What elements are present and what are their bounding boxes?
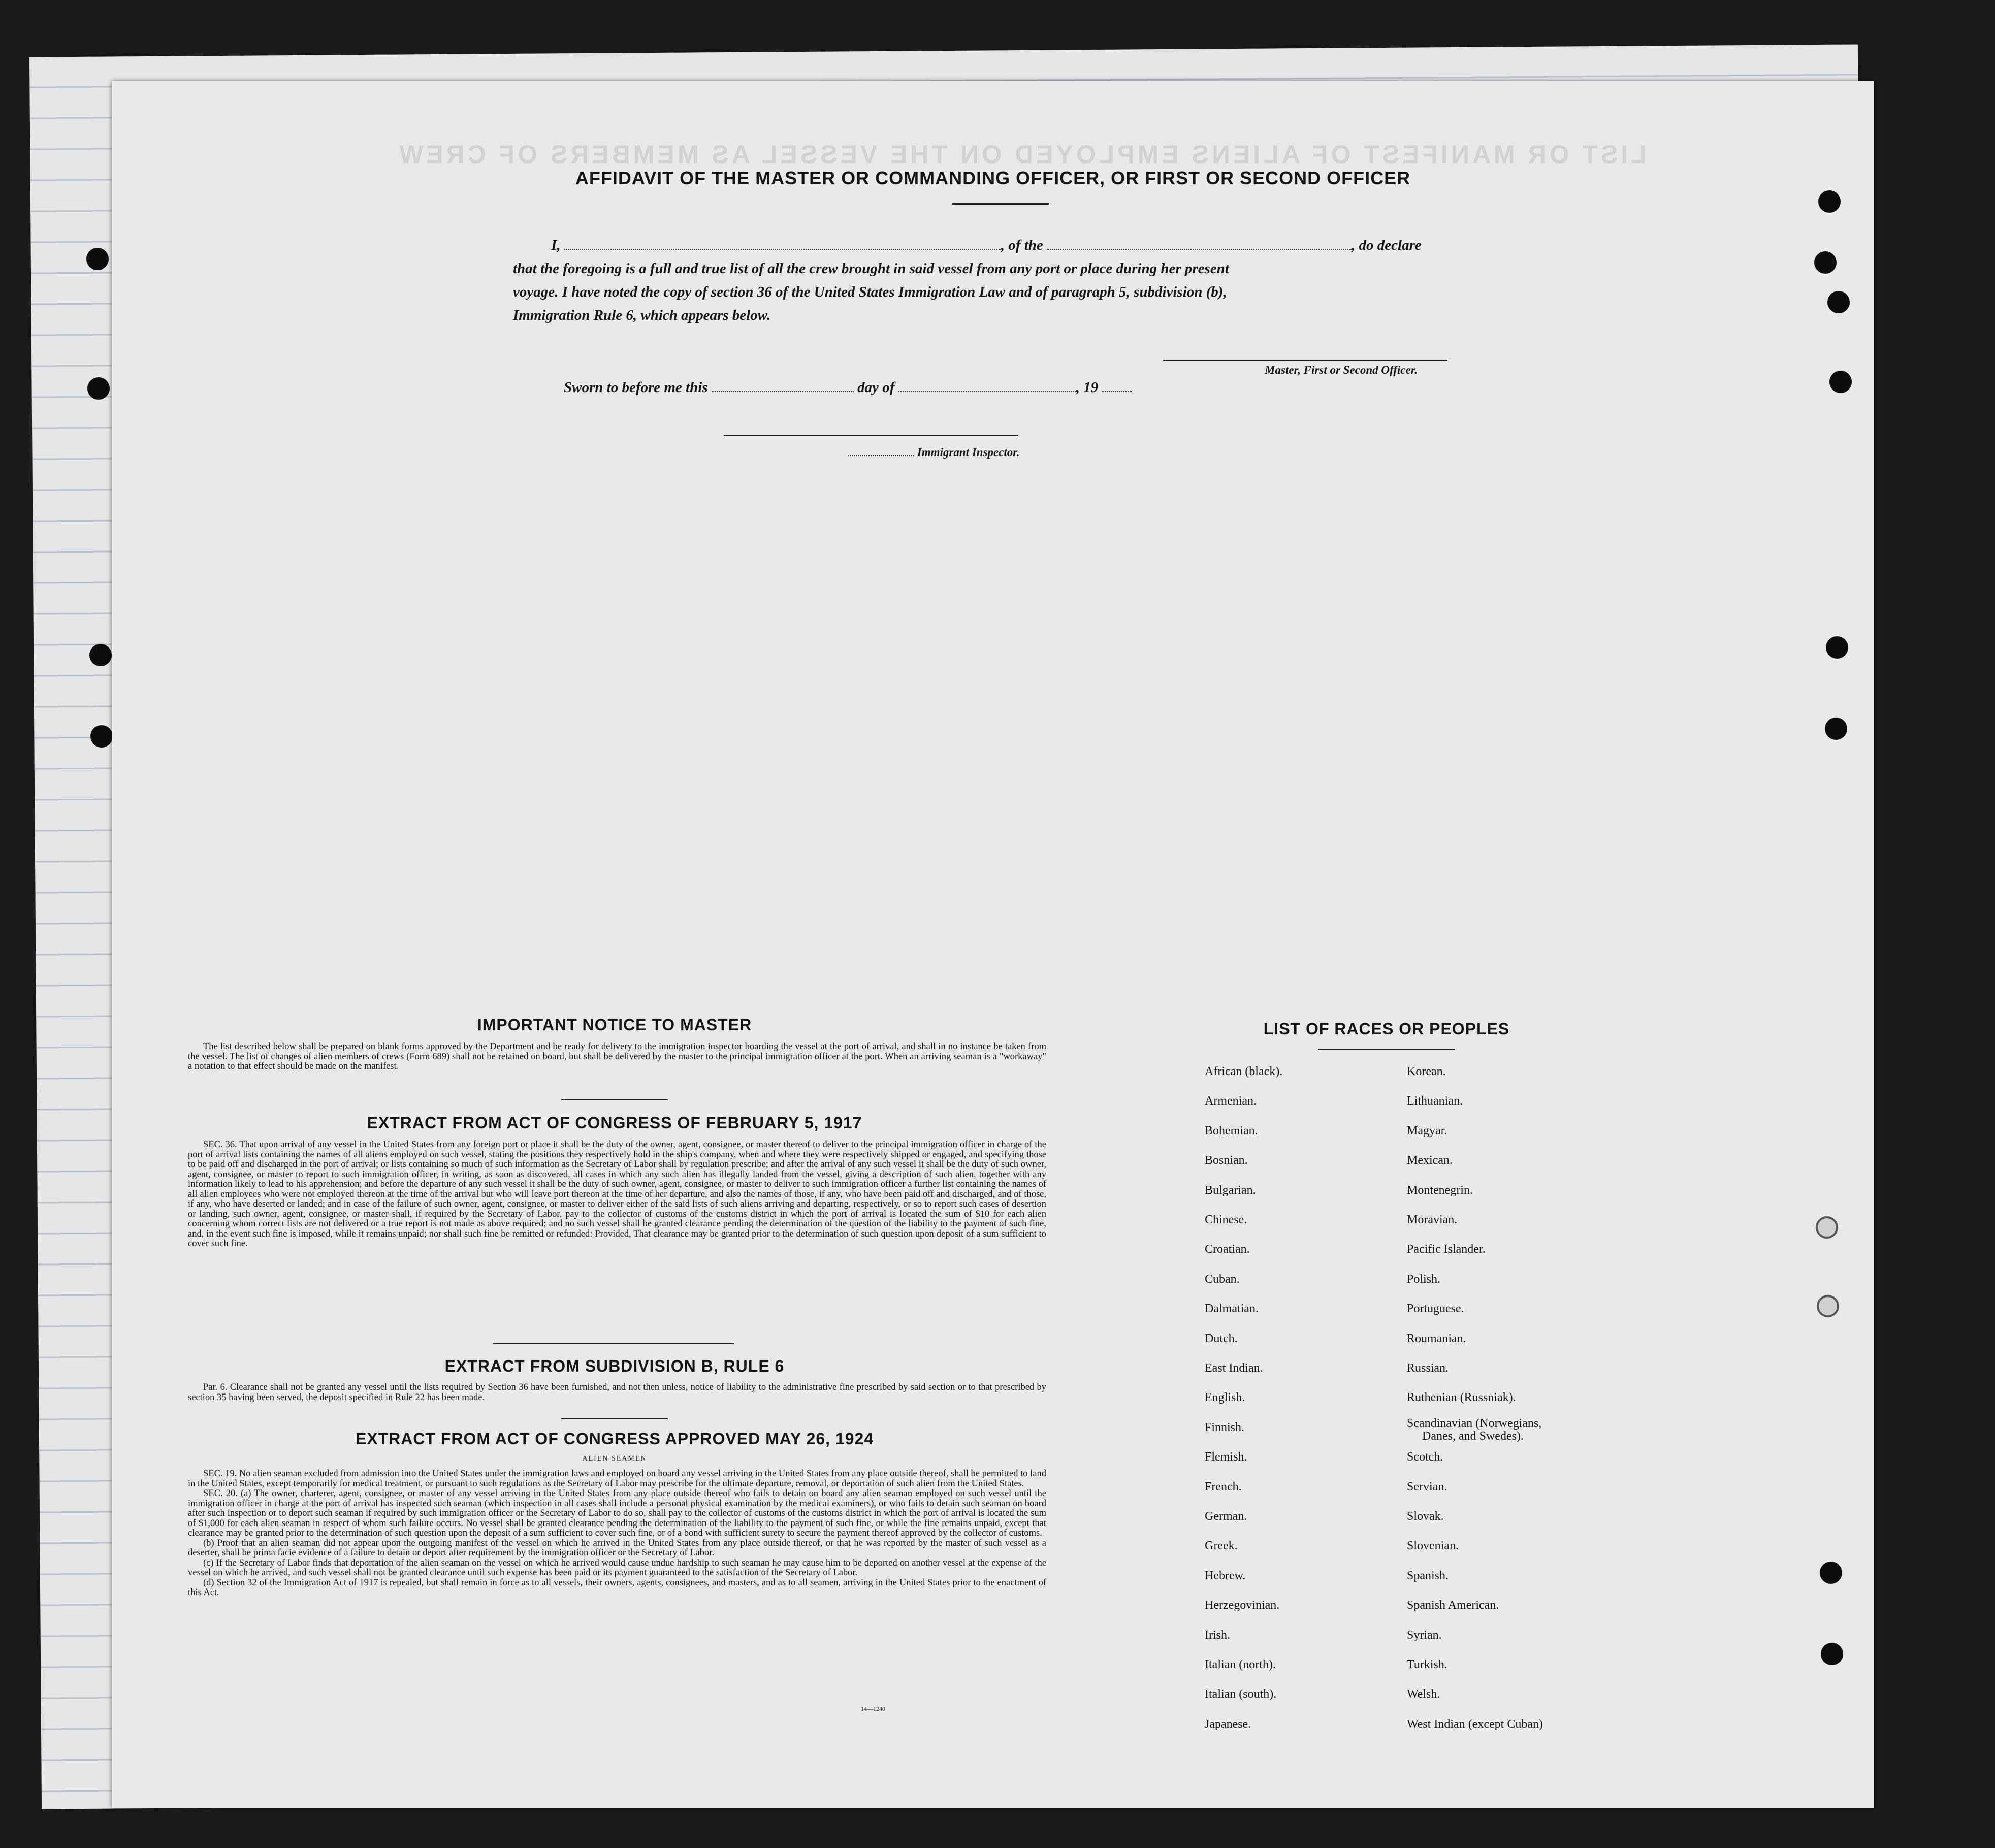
sworn-line: Sworn to before me this day of , 19: [564, 376, 1132, 399]
race-entry: African (black).: [1205, 1065, 1283, 1078]
bleed-through-heading: LIST OR MANIFEST OF ALIENS EMPLOYED ON THE VESSEL AS MEMBERS OF CREW: [396, 140, 1647, 169]
race-entry: Italian (south).: [1205, 1688, 1277, 1701]
affidavit-title: AFFIDAVIT OF THE MASTER OR COMMANDING OFFICER, OR FIRST OR SECOND OFFICER: [575, 168, 1411, 188]
race-entry: Spanish.: [1407, 1569, 1449, 1582]
section-rule: [561, 1099, 668, 1100]
vessel-blank: [1047, 244, 1352, 250]
race-entry: Korean.: [1407, 1065, 1446, 1078]
declaration-line-4: Immigration Rule 6, which appears below.: [513, 307, 771, 323]
binder-hole: [1820, 1562, 1842, 1584]
race-entry: East Indian.: [1205, 1361, 1263, 1375]
extract-1924-title: EXTRACT FROM ACT OF CONGRESS APPROVED MAY 26, 1924: [355, 1430, 874, 1448]
race-entry: Welsh.: [1407, 1688, 1440, 1701]
race-entry: Armenian.: [1205, 1094, 1257, 1108]
race-entry: French.: [1205, 1480, 1242, 1494]
race-entry: Herzegovinian.: [1205, 1599, 1280, 1612]
form-page: [112, 81, 1874, 1808]
binder-hole: [1821, 1643, 1843, 1665]
master-signature-line: [1163, 360, 1447, 361]
races-title: LIST OF RACES OR PEOPLES: [1263, 1020, 1510, 1038]
race-entry: Finnish.: [1205, 1420, 1245, 1434]
declaration-line-2: that the foregoing is a full and true list of all the crew brought in said vessel from any port or place during her present: [513, 261, 1229, 277]
binder-hole: [1829, 371, 1852, 393]
title-rule: [952, 203, 1049, 205]
binder-hole: [90, 725, 113, 748]
race-entry: Ruthenian (Russniak).: [1407, 1391, 1516, 1405]
notice-text: The list described below shall be prepared on blank forms approved by the Department and be ready for delivery to the immigration inspector boarding the vessel at the port of arrival, and shall in no instance be taken from the vessel. The list of changes of alien members of crews (Form 689) shall not be retained on board, but shall be delivered by the master to the principal immigration officer at the port. When an arriving seaman is a "workaway" a notation to that effect should be made on the manifest.: [188, 1042, 1046, 1072]
year-blank: [1102, 386, 1132, 392]
race-entry: Bulgarian.: [1205, 1183, 1256, 1197]
race-entry: Bosnian.: [1205, 1154, 1248, 1168]
inspector-blank: [848, 450, 914, 456]
race-entry: Danes, and Swedes).: [1422, 1429, 1524, 1443]
master-caption: Master, First or Second Officer.: [1265, 364, 1418, 376]
binder-hole: [1814, 251, 1837, 274]
race-entry: Dalmatian.: [1205, 1302, 1259, 1316]
race-entry: Turkish.: [1407, 1658, 1447, 1671]
rule6-text: Par. 6. Clearance shall not be granted any vessel until the lists required by Section 36 have been furnished, and not then unless, notice of liability to the administrative fine prescribed by said section or to that prescribed by section 35 having been served, the deposit specified in Rule 22 has been made.: [188, 1382, 1046, 1403]
race-entry: Portuguese.: [1407, 1302, 1464, 1316]
race-entry: Syrian.: [1407, 1628, 1442, 1642]
section-rule: [561, 1418, 668, 1419]
race-entry: Pacific Islander.: [1407, 1243, 1486, 1256]
binder-hole: [86, 248, 109, 270]
races-title-rule: [1318, 1049, 1455, 1050]
extract-1924-text: SEC. 19. No alien seaman excluded from admission into the United States under the immigration laws and employed on board any vessel arriving in the United States from any place outside thereof, shall be permitted to land in the United States, except temporarily for medical treatment, or pursuant to such regulations as the Secretary of Labor may prescribe for the ultimate departure, removal, or deportation of such alien from the United States. SEC. 20. (a) The owner, charterer, agent, consignee, or master of any vessel arriving in the United States from any place outside thereof who fails to detain on board any alien seaman employed on such vessel until the immigration officer in charge at the port of arrival has inspected such seaman (which inspection in all cases shall include a personal physical examination by the medical examiners), or who fails to detain such seaman on board after such inspection or to deport such seaman if required by such immigration officer or the Secretary of Labor to do so, shall pay to the collector of customs of the customs district in which the port of arrival is located the sum of $1,000 for each alien seaman in respect of whom such failure occurs. No vessel shall be granted clearance pending the determination of the liability to the payment of such fine, or while the fine remains unpaid, except that clearance may be granted prior to the determination of such question upon the deposit of a sum sufficient to cover such fine, or of a bond with sufficient surety to secure the payment thereof approved by the collector of customs. (b) Proof that an alien seaman did not appear upon the outgoing manifest of the vessel on which he arrived in the United States from any place outside thereof, or that he was reported by the master of such vessel as a deserter, shall be prima facie evidence of a failure to detain or deport after requirement by the immigration officer or the Secretary of Labor. (c) If the Secretary of Labor finds that deportation of the alien seaman on the vessel on which he arrived would cause undue hardship to such seaman he may cause him to be deported on another vessel at the expense of the vessel on which he arrived, and such vessel shall not be granted clearance until such expense has been paid or its payment guaranteed to the satisfaction of the Secretary of Labor. (d) Section 32 of the Immigration Act of 1917 is repealed, but shall remain in force as to all vessels, their owners, agents, consignees, and masters, and as to all seamen, arriving in the United States prior to the enactment of this Act.: [188, 1469, 1046, 1598]
binder-hole: [1827, 291, 1850, 313]
race-entry: Bohemian.: [1205, 1124, 1258, 1138]
binder-hole: [1816, 1216, 1838, 1239]
race-entry: Japanese.: [1205, 1717, 1251, 1731]
race-entry: German.: [1205, 1510, 1247, 1523]
race-entry: Russian.: [1407, 1361, 1449, 1375]
race-entry: Roumanian.: [1407, 1332, 1466, 1345]
race-entry: Scotch.: [1407, 1450, 1443, 1464]
binder-hole: [1826, 636, 1848, 659]
race-entry: Dutch.: [1205, 1332, 1238, 1345]
race-entry: Cuban.: [1205, 1272, 1240, 1286]
race-entry: Italian (north).: [1205, 1658, 1276, 1671]
declaration-line-3: voyage. I have noted the copy of section 36 of the United States Immigration Law and of paragraph 5, subdivision (b),: [513, 284, 1227, 300]
race-entry: Chinese.: [1205, 1213, 1247, 1226]
race-entry: Flemish.: [1205, 1450, 1247, 1464]
day-blank: [712, 386, 854, 392]
inspector-signature-line: [724, 435, 1018, 436]
race-entry: Irish.: [1205, 1628, 1230, 1642]
race-entry: Lithuanian.: [1407, 1094, 1463, 1108]
race-entry: Slovak.: [1407, 1510, 1444, 1523]
month-blank: [898, 386, 1076, 392]
declaration-line-1: I, , of the , do declare: [551, 237, 1422, 253]
extract-1924-subtitle: ALIEN SEAMEN: [582, 1455, 647, 1463]
binder-hole: [1817, 1295, 1839, 1317]
race-entry: English.: [1205, 1391, 1245, 1405]
name-blank: [564, 244, 1001, 250]
notice-title: IMPORTANT NOTICE TO MASTER: [477, 1016, 752, 1034]
extract-1917-text: SEC. 36. That upon arrival of any vessel in the United States from any foreign port or place it shall be the duty of the owner, agent, consignee, or master thereof to deliver to the principal immigration officer in charge of the port of arrival lists containing the names of all aliens employed on such vessel, stating the positions they respectively hold in the ship's company, when and where they were respectively shipped or engaged, and specifying those to be paid off and discharged in the port of arrival; or lists containing so much of such information as the Secretary of Labor shall by regulation prescribe; and after the arrival of any such vessel it shall be the duty of such owner, agent, consignee, or master to report to such immigration officer, in writing, as soon as discovered, all cases in which any such alien has illegally landed from the vessel, giving a description of such alien, together with any information likely to lead to his apprehension; and before the departure of any such vessel it shall be the duty of such owner, agent, consignee, or master to deliver to such immigration officer a further list containing the names of all alien employees who were not employed thereon at the time of the arrival but who will leave port thereon at the time of her departure, and also the names of those, if any, who have been paid off and discharged, and of those, if any, who have deserted or landed; and in case of the failure of such owner, agent, consignee, or master to deliver either of the said lists of such aliens arriving and departing, respectively, or so to report such cases of desertion or landing, such owner, agent, consignee, or master shall, if required by the Secretary of Labor, pay to the collector of customs of the customs district in which the port of arrival is located the sum of $10 for each alien concerning whom correct lists are not delivered or a true report is not made as above required; and no such vessel shall be granted clearance pending the determination of the question of the liability to the payment of such fine, and, in the event such fine is imposed, while it remains unpaid; nor shall such fine be remitted or refunded: Provided, That clearance may be granted prior to the determination of such question upon deposit of a sum sufficient to cover such fine.: [188, 1140, 1046, 1249]
race-entry: Polish.: [1407, 1272, 1441, 1286]
extract-1917-title: EXTRACT FROM ACT OF CONGRESS OF FEBRUARY 5, 1917: [367, 1114, 862, 1132]
race-entry: Slovenian.: [1407, 1539, 1459, 1553]
rule6-title: EXTRACT FROM SUBDIVISION B, RULE 6: [444, 1357, 785, 1375]
race-entry: Moravian.: [1407, 1213, 1458, 1226]
form-number: 14—1240: [861, 1705, 885, 1712]
race-entry: Scandinavian (Norwegians,: [1407, 1416, 1542, 1430]
race-entry: Hebrew.: [1205, 1569, 1246, 1582]
inspector-caption: Immigrant Inspector.: [848, 446, 1020, 459]
race-entry: Montenegrin.: [1407, 1183, 1473, 1197]
race-entry: Spanish American.: [1407, 1599, 1499, 1612]
race-entry: Mexican.: [1407, 1154, 1453, 1168]
binder-hole: [89, 644, 112, 666]
binder-hole: [87, 377, 110, 400]
race-entry: Croatian.: [1205, 1243, 1250, 1256]
section-rule: [493, 1343, 734, 1344]
race-entry: Magyar.: [1407, 1124, 1447, 1138]
race-entry: Greek.: [1205, 1539, 1238, 1553]
binder-hole: [1825, 718, 1847, 740]
race-entry: Servian.: [1407, 1480, 1447, 1494]
race-entry: West Indian (except Cuban): [1407, 1717, 1543, 1731]
binder-hole: [1818, 190, 1841, 213]
